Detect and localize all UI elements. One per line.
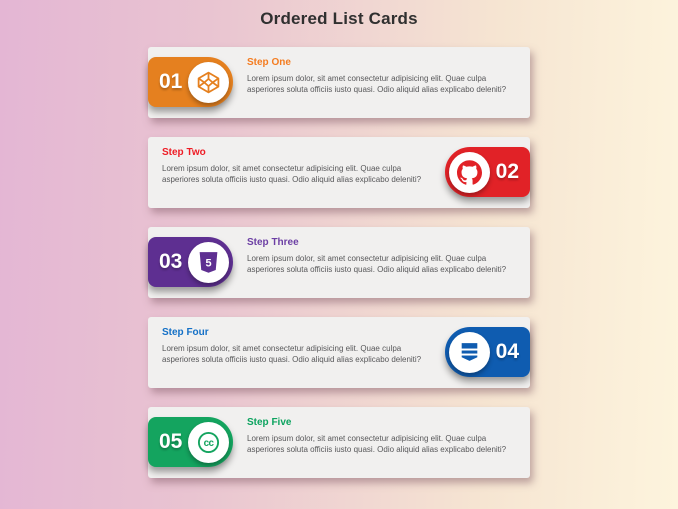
step-number: 03 — [159, 250, 183, 273]
step-number: 01 — [159, 70, 183, 93]
svg-text:5: 5 — [205, 256, 212, 269]
svg-text:cc: cc — [203, 437, 214, 449]
step-number: 04 — [495, 340, 519, 363]
step-body: Lorem ipsum dolor, sit amet consectetur adipisicing elit. Quae culpa asperiores soluta officiis iusto quasi. Odio aliquid alias explicabo deleniti? — [247, 254, 507, 274]
step-number: 02 — [495, 160, 519, 183]
step-title: Step Five — [247, 417, 292, 428]
page-title: Ordered List Cards — [260, 9, 418, 28]
html5-icon — [188, 242, 229, 283]
cc-icon — [188, 422, 229, 463]
step-card — [148, 47, 530, 118]
step-title: Step Four — [162, 327, 209, 338]
step-badge — [148, 237, 233, 287]
step-card — [148, 227, 530, 298]
step-badge — [445, 147, 530, 197]
github-icon — [449, 152, 490, 193]
step-badge — [148, 417, 233, 467]
step-badge — [148, 57, 233, 107]
step-title: Step One — [247, 57, 291, 68]
cards-list — [148, 47, 530, 478]
step-number: 05 — [159, 430, 183, 453]
step-card — [148, 137, 530, 208]
step-body: Lorem ipsum dolor, sit amet consectetur adipisicing elit. Quae culpa asperiores soluta officiis iusto quasi. Odio aliquid alias explicabo deleniti? — [247, 434, 507, 454]
css3-icon — [449, 332, 490, 373]
step-card — [148, 407, 530, 478]
step-body: Lorem ipsum dolor, sit amet consectetur adipisicing elit. Quae culpa asperiores soluta officiis iusto quasi. Odio aliquid alias explicabo deleniti? — [162, 164, 422, 184]
step-title: Step Three — [247, 237, 299, 248]
step-title: Step Two — [162, 147, 206, 158]
codepen-icon — [188, 62, 229, 103]
step-body: Lorem ipsum dolor, sit amet consectetur adipisicing elit. Quae culpa asperiores soluta officiis iusto quasi. Odio aliquid alias explicabo deleniti? — [162, 344, 422, 364]
step-badge — [445, 327, 530, 377]
step-card — [148, 317, 530, 388]
step-body: Lorem ipsum dolor, sit amet consectetur adipisicing elit. Quae culpa asperiores soluta officiis iusto quasi. Odio aliquid alias explicabo deleniti? — [247, 74, 507, 94]
